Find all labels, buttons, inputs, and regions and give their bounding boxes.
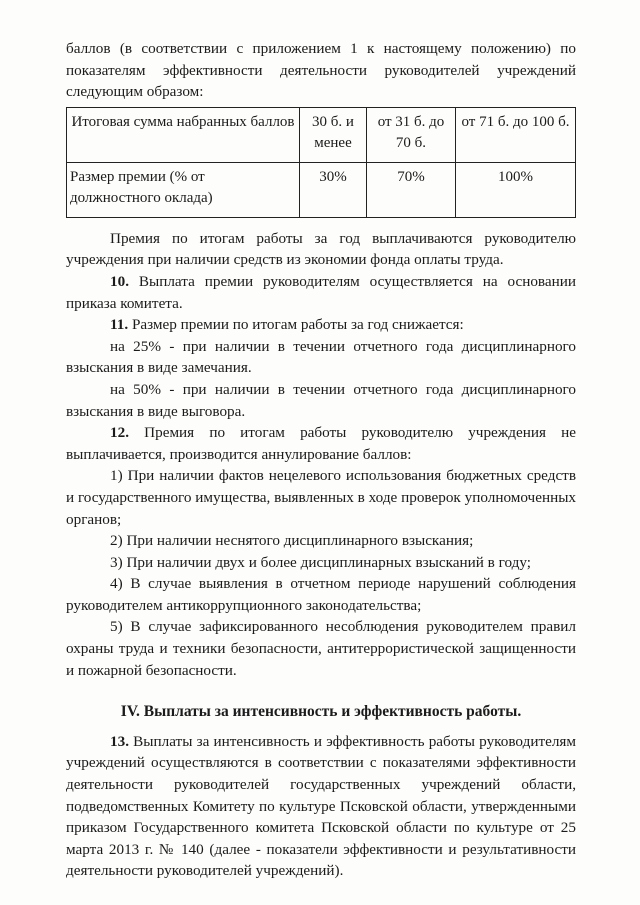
intro-paragraph: баллов (в соответствии с приложением 1 к настоящему положению) по показателям эффективности деятельности руководителей учреждений следующим образом:: [66, 40, 576, 101]
paragraph-text: Премия по итогам работы руководителю учреждения не выплачивается, производится аннулирование баллов:: [66, 424, 577, 463]
table-cell: 30%: [300, 162, 367, 217]
clause-number: 12.: [110, 424, 129, 442]
list-item: [66, 530, 576, 552]
table-cell: от 71 б. до 100 б.: [456, 107, 576, 162]
paragraph-text: Премия по итогам работы за год выплачиваются руководителю учреждения при наличии средств из экономии фонда оплаты труда.: [66, 229, 576, 269]
paragraph-text: Выплата премии руководителям осуществляется на основании приказа комитета.: [66, 272, 577, 312]
clause-number: 13.: [110, 732, 129, 750]
paragraph-text: 3) При наличии двух и более дисциплинарных взысканий в году;: [110, 553, 531, 571]
paragraph-text: 5) В случае зафиксированного несоблюдения руководителем правил охраны труда и техники безопасности, антитеррористической защищенности и пожарной безопасности.: [66, 618, 576, 679]
list-item: [66, 465, 576, 530]
paragraph-text: на 25% - при наличии в течении отчетного года дисциплинарного взыскания в виде замечания.: [66, 337, 576, 377]
table-row: [67, 162, 576, 217]
paragraph-text: 4) В случае выявления в отчетном периоде нарушений соблюдения руководителем антикоррупционного законодательства;: [66, 575, 576, 614]
list-item: [66, 616, 576, 681]
paragraph-text: Выплаты за интенсивность и эффективность работы руководителям учреждений осуществляются в соответствии с показателями эффективности деятельности руководителей государственных учреждений области, подведомственных Комитету по культуре Псковской области, утвержденными приказом Государственного комитета Псковской области по культуре от 25 марта 2013 г. № 140 (далее - показатели эффективности и результативности деятельности руководителей учреждений).: [66, 732, 576, 880]
list-item: [66, 573, 576, 616]
paragraph-text: Размер премии по итогам работы за год снижается:: [131, 316, 464, 334]
paragraph: [66, 314, 576, 336]
table-cell: Размер премии (% от должностного оклада): [67, 162, 300, 217]
paragraph-text: на 50% - при наличии в течении отчетного года дисциплинарного взыскания в виде выговора.: [66, 380, 576, 420]
paragraph: [66, 271, 576, 314]
table-cell: 70%: [367, 162, 456, 217]
table-cell: Итоговая сумма набранных баллов: [67, 107, 300, 162]
paragraph-text: 1) При наличии фактов нецелевого использования бюджетных средств и государственного имущества, выявленных в ходе проверок уполномоченных органов;: [66, 467, 576, 528]
section-title: IV. Выплаты за интенсивность и эффективность работы.: [120, 703, 522, 721]
clause-number: 10.: [110, 272, 129, 290]
paragraph: [66, 731, 576, 882]
table-header-row: [67, 107, 576, 162]
table-cell: от 31 б. до 70 б.: [367, 107, 456, 162]
clause-number: 11.: [110, 316, 129, 334]
table-cell: 30 б. и менее: [300, 107, 367, 162]
paragraph-text: 2) При наличии неснятого дисциплинарного взыскания;: [110, 532, 474, 550]
paragraph: [66, 228, 576, 271]
bonus-table: [66, 107, 576, 218]
list-item: [66, 552, 576, 574]
table-cell: 100%: [456, 162, 576, 217]
paragraph: [66, 379, 576, 422]
paragraph: [66, 422, 576, 465]
paragraph: [66, 336, 576, 379]
